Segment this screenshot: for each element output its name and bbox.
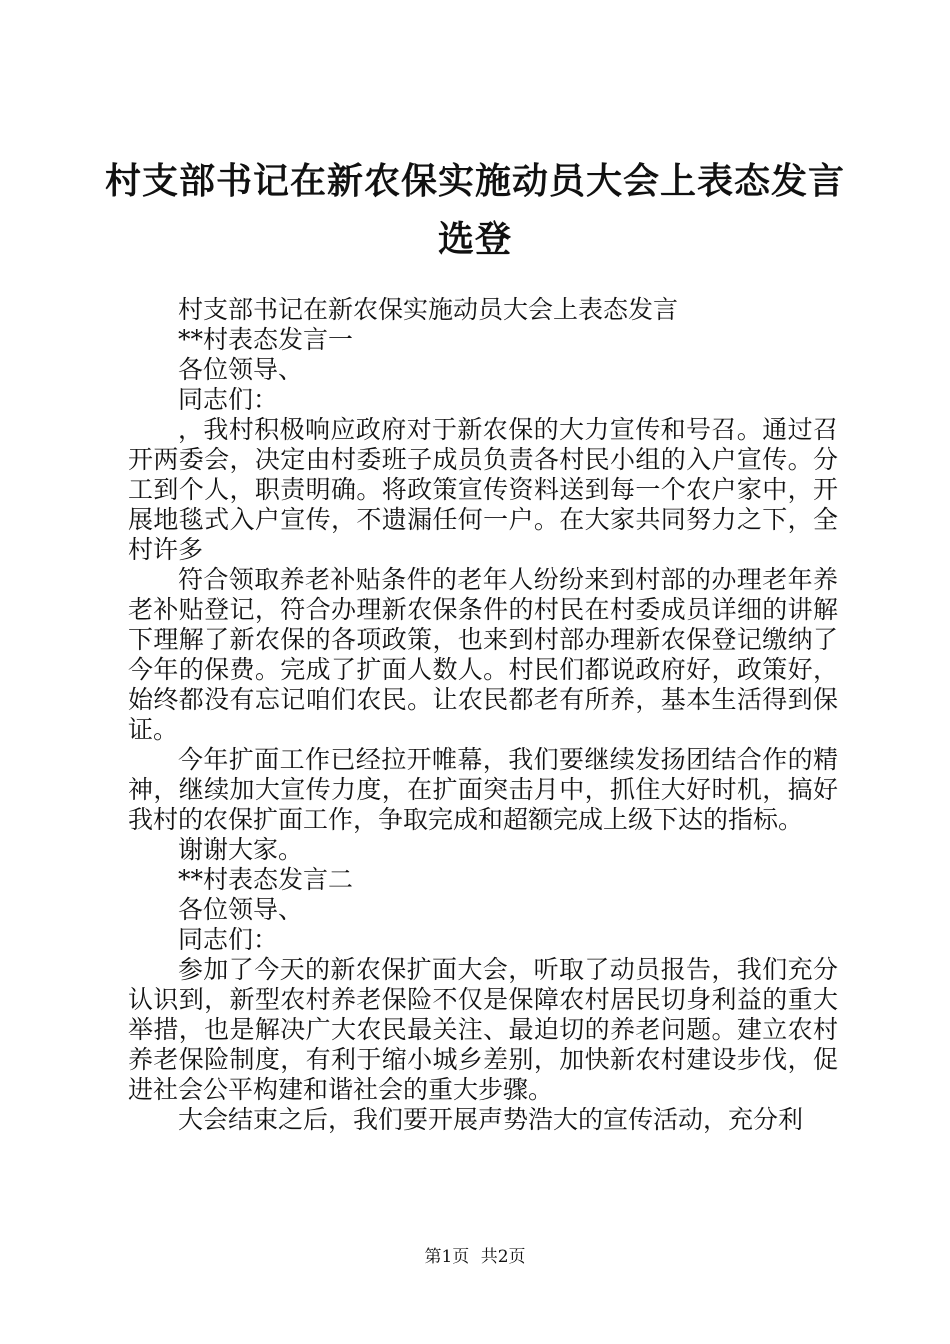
page-number-current: 第1页 — [424, 1247, 470, 1267]
paragraph-salutation-comrades: 同志们： — [178, 385, 279, 414]
document-title: 村支部书记在新农保实施动员大会上表态发言 — [104, 161, 845, 202]
paragraph-speech-one-heading: **村表态发言一 — [178, 325, 354, 354]
paragraph-salutation-leaders: 各位领导、 — [178, 895, 304, 924]
paragraph-thanks: 谢谢大家。 — [178, 835, 304, 864]
paragraph-body: 今年扩面工作已经拉开帷幕，我们要继续发扬团结合作的精神，继续加大宣传力度，在扩面突击月中，抓住大好时机，搞好我村的农保扩面工作，争取完成和超额完成上级下达的指标。 — [128, 745, 838, 834]
paragraph-salutation-leaders: 各位领导、 — [178, 355, 304, 384]
paragraph-salutation-comrades: 同志们： — [178, 925, 279, 954]
page-number-total: 共2页 — [480, 1247, 526, 1267]
paragraph-body: 参加了今天的新农保扩面大会，听取了动员报告，我们充分认识到，新型农村养老保险不仅是保障农村居民切身利益的重大举措，也是解决广大农民最关注、最迫切的养老问题。建立农村养老保险制度，有利于缩小城乡差别，加快新农村建设步伐，促进社会公平构建和谐社会的重大步骤。 — [128, 955, 838, 1104]
paragraph-body: 符合领取养老补贴条件的老年人纷纷来到村部的办理老年养老补贴登记，符合办理新农保条件的村民在村委成员详细的讲解下理解了新农保的各项政策，也来到村部办理新农保登记缴纳了今年的保费。完成了扩面人数人。村民们都说政府好，政策好，始终都没有忘记咱们农民。让农民都老有所养，基本生活得到保证。 — [128, 565, 838, 744]
paragraph-speech-two-heading: **村表态发言二 — [178, 865, 354, 894]
document-title-continued: 选登 — [437, 219, 512, 260]
page-footer — [0, 1246, 950, 1268]
paragraph-subtitle: 村支部书记在新农保实施动员大会上表态发言 — [178, 295, 679, 324]
paragraph-body: 大会结束之后，我们要开展声势浩大的宣传活动，充分利 — [178, 1105, 804, 1134]
document-body — [128, 295, 838, 1135]
paragraph-body: ，我村积极响应政府对于新农保的大力宣传和号召。通过召开两委会，决定由村委班子成员负责各村民小组的入户宣传。分工到个人，职责明确。将政策宣传资料送到每一个农户家中，开展地毯式入户宣传，不遗漏任何一户。在大家共同努力之下，全村许多 — [128, 415, 838, 564]
